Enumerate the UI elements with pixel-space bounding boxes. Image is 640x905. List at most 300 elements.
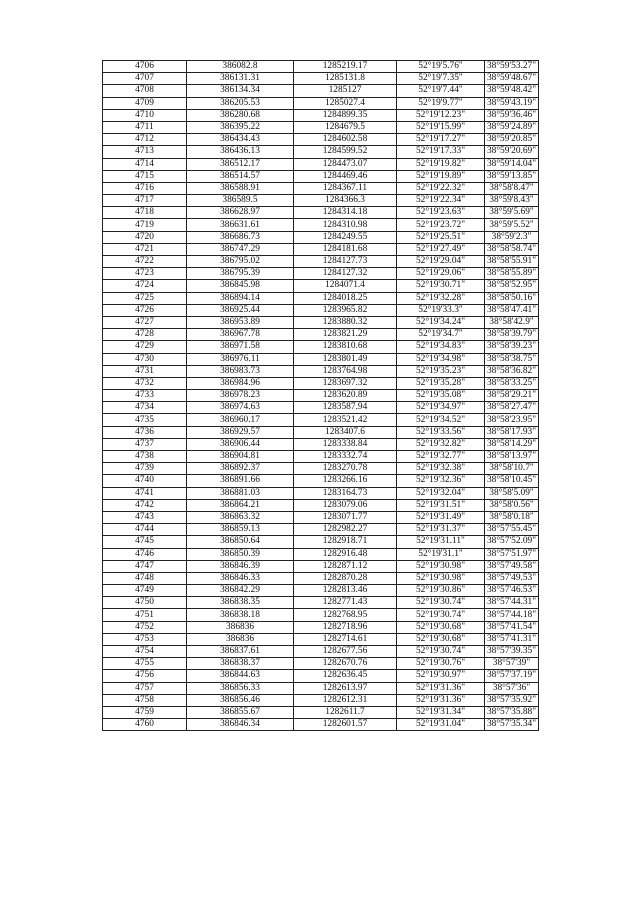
table-row (103, 243, 539, 255)
longitude-cell: 38°58'29.21" (485, 390, 539, 402)
longitude-cell: 38°59'13.85" (485, 170, 539, 182)
y-coordinate-cell: 1282611.7 (294, 706, 397, 718)
latitude-cell: 52°19'31.36" (397, 694, 485, 706)
point-number-cell: 4748 (103, 572, 187, 584)
longitude-cell: 38°58'17.93" (485, 426, 539, 438)
longitude-cell: 38°57'39" (485, 658, 539, 670)
latitude-cell: 52°19'34.7" (397, 329, 485, 341)
point-number-cell: 4706 (103, 61, 187, 73)
x-coordinate-cell: 386855.67 (187, 706, 294, 718)
table-row (103, 524, 539, 536)
point-number-cell: 4750 (103, 597, 187, 609)
latitude-cell: 52°19'22.34" (397, 195, 485, 207)
latitude-cell: 52°19'34.98" (397, 353, 485, 365)
point-number-cell: 4714 (103, 158, 187, 170)
table-row (103, 682, 539, 694)
point-number-cell: 4745 (103, 536, 187, 548)
table-row (103, 560, 539, 572)
point-number-cell: 4712 (103, 134, 187, 146)
x-coordinate-cell: 386514.57 (187, 170, 294, 182)
point-number-cell: 4708 (103, 85, 187, 97)
y-coordinate-cell: 1282612.31 (294, 694, 397, 706)
point-number-cell: 4713 (103, 146, 187, 158)
point-number-cell: 4759 (103, 706, 187, 718)
y-coordinate-cell: 1284249.55 (294, 231, 397, 243)
x-coordinate-cell: 386960.17 (187, 414, 294, 426)
x-coordinate-cell: 386795.39 (187, 268, 294, 280)
table-row (103, 609, 539, 621)
longitude-cell: 38°57'44.31" (485, 597, 539, 609)
table-row (103, 670, 539, 682)
longitude-cell: 38°57'51.97" (485, 548, 539, 560)
point-number-cell: 4752 (103, 621, 187, 633)
table-row (103, 621, 539, 633)
longitude-cell: 38°58'36.82" (485, 365, 539, 377)
x-coordinate-cell: 386588.91 (187, 182, 294, 194)
y-coordinate-cell: 1282982.27 (294, 524, 397, 536)
table-row (103, 536, 539, 548)
y-coordinate-cell: 1284127.32 (294, 268, 397, 280)
x-coordinate-cell: 386984.96 (187, 377, 294, 389)
x-coordinate-cell: 386842.29 (187, 585, 294, 597)
table-row (103, 719, 539, 731)
point-number-cell: 4749 (103, 585, 187, 597)
table-row (103, 292, 539, 304)
table-row (103, 438, 539, 450)
table-row (103, 658, 539, 670)
x-coordinate-cell: 386846.33 (187, 572, 294, 584)
point-number-cell: 4747 (103, 560, 187, 572)
y-coordinate-cell: 1283079.06 (294, 499, 397, 511)
x-coordinate-cell: 386844.63 (187, 670, 294, 682)
y-coordinate-cell: 1282613.97 (294, 682, 397, 694)
latitude-cell: 52°19'32.36" (397, 475, 485, 487)
longitude-cell: 38°58'50.16" (485, 292, 539, 304)
latitude-cell: 52°19'33.56" (397, 426, 485, 438)
latitude-cell: 52°19'7.44" (397, 85, 485, 97)
point-number-cell: 4715 (103, 170, 187, 182)
x-coordinate-cell: 386131.31 (187, 73, 294, 85)
latitude-cell: 52°19'12.23" (397, 109, 485, 121)
y-coordinate-cell: 1283164.73 (294, 487, 397, 499)
longitude-cell: 38°59'53.27" (485, 61, 539, 73)
x-coordinate-cell: 386864.21 (187, 499, 294, 511)
y-coordinate-cell: 1284469.46 (294, 170, 397, 182)
latitude-cell: 52°19'33.3" (397, 304, 485, 316)
latitude-cell: 52°19'5.76" (397, 61, 485, 73)
latitude-cell: 52°19'31.36" (397, 682, 485, 694)
y-coordinate-cell: 1282677.56 (294, 646, 397, 658)
table-row (103, 585, 539, 597)
point-number-cell: 4718 (103, 207, 187, 219)
table-row (103, 268, 539, 280)
table-row (103, 256, 539, 268)
table-row (103, 280, 539, 292)
latitude-cell: 52°19'29.06" (397, 268, 485, 280)
point-number-cell: 4732 (103, 377, 187, 389)
longitude-cell: 38°58'14.29" (485, 438, 539, 450)
table-row (103, 426, 539, 438)
longitude-cell: 38°57'37.19" (485, 670, 539, 682)
point-number-cell: 4740 (103, 475, 187, 487)
x-coordinate-cell: 386976.11 (187, 353, 294, 365)
point-number-cell: 4743 (103, 511, 187, 523)
y-coordinate-cell: 1282870.28 (294, 572, 397, 584)
table-row (103, 219, 539, 231)
table-row (103, 475, 539, 487)
y-coordinate-cell: 1285127 (294, 85, 397, 97)
table-row (103, 97, 539, 109)
point-number-cell: 4725 (103, 292, 187, 304)
y-coordinate-cell: 1284602.58 (294, 134, 397, 146)
y-coordinate-cell: 1285219.17 (294, 61, 397, 73)
table-row (103, 499, 539, 511)
longitude-cell: 38°58'55.89" (485, 268, 539, 280)
x-coordinate-cell: 386836 (187, 621, 294, 633)
point-number-cell: 4736 (103, 426, 187, 438)
point-number-cell: 4720 (103, 231, 187, 243)
latitude-cell: 52°19'19.82" (397, 158, 485, 170)
x-coordinate-cell: 386892.37 (187, 463, 294, 475)
y-coordinate-cell: 1284366.3 (294, 195, 397, 207)
latitude-cell: 52°19'17.27" (397, 134, 485, 146)
point-number-cell: 4746 (103, 548, 187, 560)
latitude-cell: 52°19'30.74" (397, 646, 485, 658)
table-row (103, 207, 539, 219)
point-number-cell: 4734 (103, 402, 187, 414)
latitude-cell: 52°19'35.28" (397, 377, 485, 389)
longitude-cell: 38°58'42.9" (485, 316, 539, 328)
point-number-cell: 4729 (103, 341, 187, 353)
x-coordinate-cell: 386686.73 (187, 231, 294, 243)
latitude-cell: 52°19'35.23" (397, 365, 485, 377)
y-coordinate-cell: 1284310.98 (294, 219, 397, 231)
table-row (103, 85, 539, 97)
table-row (103, 61, 539, 73)
x-coordinate-cell: 386589.5 (187, 195, 294, 207)
y-coordinate-cell: 1283270.78 (294, 463, 397, 475)
longitude-cell: 38°59'36.46" (485, 109, 539, 121)
y-coordinate-cell: 1284018.25 (294, 292, 397, 304)
latitude-cell: 52°19'32.38" (397, 463, 485, 475)
point-number-cell: 4755 (103, 658, 187, 670)
longitude-cell: 38°58'27.47" (485, 402, 539, 414)
y-coordinate-cell: 1285027.4 (294, 97, 397, 109)
point-number-cell: 4723 (103, 268, 187, 280)
x-coordinate-cell: 386925.44 (187, 304, 294, 316)
longitude-cell: 38°58'39.79" (485, 329, 539, 341)
x-coordinate-cell: 386628.97 (187, 207, 294, 219)
longitude-cell: 38°59'24.89" (485, 121, 539, 133)
table-row (103, 170, 539, 182)
x-coordinate-cell: 386974.63 (187, 402, 294, 414)
y-coordinate-cell: 1283764.98 (294, 365, 397, 377)
latitude-cell: 52°19'34.83" (397, 341, 485, 353)
x-coordinate-cell: 386859.13 (187, 524, 294, 536)
latitude-cell: 52°19'30.74" (397, 609, 485, 621)
longitude-cell: 38°57'49.53" (485, 572, 539, 584)
point-number-cell: 4730 (103, 353, 187, 365)
longitude-cell: 38°58'55.91" (485, 256, 539, 268)
table-row (103, 463, 539, 475)
table-row (103, 353, 539, 365)
longitude-cell: 38°58'0.18" (485, 511, 539, 523)
y-coordinate-cell: 1283266.16 (294, 475, 397, 487)
y-coordinate-cell: 1282768.95 (294, 609, 397, 621)
point-number-cell: 4719 (103, 219, 187, 231)
longitude-cell: 38°59'20.69" (485, 146, 539, 158)
point-number-cell: 4728 (103, 329, 187, 341)
point-number-cell: 4733 (103, 390, 187, 402)
y-coordinate-cell: 1283587.94 (294, 402, 397, 414)
longitude-cell: 38°57'55.45" (485, 524, 539, 536)
x-coordinate-cell: 386512.17 (187, 158, 294, 170)
longitude-cell: 38°59'5.69" (485, 207, 539, 219)
point-number-cell: 4716 (103, 182, 187, 194)
longitude-cell: 38°59'48.67" (485, 73, 539, 85)
y-coordinate-cell: 1283071.77 (294, 511, 397, 523)
table-row (103, 390, 539, 402)
y-coordinate-cell: 1282813.46 (294, 585, 397, 597)
y-coordinate-cell: 1284314.18 (294, 207, 397, 219)
x-coordinate-cell: 386837.61 (187, 646, 294, 658)
latitude-cell: 52°19'7.35" (397, 73, 485, 85)
y-coordinate-cell: 1282916.48 (294, 548, 397, 560)
coordinates-table-body (103, 61, 539, 731)
longitude-cell: 38°58'23.95" (485, 414, 539, 426)
x-coordinate-cell: 386906.44 (187, 438, 294, 450)
latitude-cell: 52°19'29.04" (397, 256, 485, 268)
table-row (103, 646, 539, 658)
latitude-cell: 52°19'23.72" (397, 219, 485, 231)
table-row (103, 414, 539, 426)
y-coordinate-cell: 1284899.35 (294, 109, 397, 121)
x-coordinate-cell: 386983.73 (187, 365, 294, 377)
x-coordinate-cell: 386929.57 (187, 426, 294, 438)
table-row (103, 304, 539, 316)
longitude-cell: 38°57'41.31" (485, 633, 539, 645)
table-row (103, 487, 539, 499)
latitude-cell: 52°19'30.98" (397, 560, 485, 572)
longitude-cell: 38°57'41.54" (485, 621, 539, 633)
x-coordinate-cell: 386846.39 (187, 560, 294, 572)
point-number-cell: 4709 (103, 97, 187, 109)
point-number-cell: 4738 (103, 451, 187, 463)
point-number-cell: 4724 (103, 280, 187, 292)
table-row (103, 706, 539, 718)
latitude-cell: 52°19'22.32" (397, 182, 485, 194)
y-coordinate-cell: 1284127.73 (294, 256, 397, 268)
longitude-cell: 38°58'58.74" (485, 243, 539, 255)
y-coordinate-cell: 1283810.68 (294, 341, 397, 353)
point-number-cell: 4717 (103, 195, 187, 207)
table-row (103, 694, 539, 706)
latitude-cell: 52°19'34.24" (397, 316, 485, 328)
longitude-cell: 38°59'2.3" (485, 231, 539, 243)
point-number-cell: 4727 (103, 316, 187, 328)
y-coordinate-cell: 1282601.57 (294, 719, 397, 731)
y-coordinate-cell: 1284071.4 (294, 280, 397, 292)
latitude-cell: 52°19'32.04" (397, 487, 485, 499)
latitude-cell: 52°19'34.97" (397, 402, 485, 414)
point-number-cell: 4721 (103, 243, 187, 255)
coordinates-table (102, 60, 539, 731)
x-coordinate-cell: 386747.29 (187, 243, 294, 255)
y-coordinate-cell: 1284367.11 (294, 182, 397, 194)
latitude-cell: 52°19'9.77" (397, 97, 485, 109)
y-coordinate-cell: 1283880.32 (294, 316, 397, 328)
table-row (103, 402, 539, 414)
longitude-cell: 38°58'5.09" (485, 487, 539, 499)
latitude-cell: 52°19'30.97" (397, 670, 485, 682)
point-number-cell: 4742 (103, 499, 187, 511)
x-coordinate-cell: 386205.53 (187, 97, 294, 109)
longitude-cell: 38°57'44.18" (485, 609, 539, 621)
latitude-cell: 52°19'32.28" (397, 292, 485, 304)
latitude-cell: 52°19'30.76" (397, 658, 485, 670)
x-coordinate-cell: 386436.13 (187, 146, 294, 158)
latitude-cell: 52°19'30.86" (397, 585, 485, 597)
latitude-cell: 52°19'31.34" (397, 706, 485, 718)
latitude-cell: 52°19'25.51" (397, 231, 485, 243)
y-coordinate-cell: 1283697.32 (294, 377, 397, 389)
latitude-cell: 52°19'30.74" (397, 597, 485, 609)
latitude-cell: 52°19'17.33" (397, 146, 485, 158)
x-coordinate-cell: 386838.18 (187, 609, 294, 621)
table-row (103, 329, 539, 341)
point-number-cell: 4756 (103, 670, 187, 682)
table-row (103, 109, 539, 121)
latitude-cell: 52°19'31.49" (397, 511, 485, 523)
longitude-cell: 38°57'49.58" (485, 560, 539, 572)
y-coordinate-cell: 1282718.96 (294, 621, 397, 633)
table-row (103, 597, 539, 609)
table-row (103, 134, 539, 146)
longitude-cell: 38°59'20.85" (485, 134, 539, 146)
longitude-cell: 38°58'47.41" (485, 304, 539, 316)
longitude-cell: 38°59'48.42" (485, 85, 539, 97)
y-coordinate-cell: 1283332.74 (294, 451, 397, 463)
x-coordinate-cell: 386863.32 (187, 511, 294, 523)
latitude-cell: 52°19'30.68" (397, 621, 485, 633)
longitude-cell: 38°57'35.88" (485, 706, 539, 718)
x-coordinate-cell: 386836 (187, 633, 294, 645)
table-row (103, 316, 539, 328)
x-coordinate-cell: 386850.39 (187, 548, 294, 560)
table-row (103, 73, 539, 85)
y-coordinate-cell: 1284473.07 (294, 158, 397, 170)
x-coordinate-cell: 386850.64 (187, 536, 294, 548)
longitude-cell: 38°59'14.04" (485, 158, 539, 170)
x-coordinate-cell: 386395.22 (187, 121, 294, 133)
x-coordinate-cell: 386881.03 (187, 487, 294, 499)
point-number-cell: 4707 (103, 73, 187, 85)
x-coordinate-cell: 386846.34 (187, 719, 294, 731)
longitude-cell: 38°57'35.34" (485, 719, 539, 731)
longitude-cell: 38°58'52.95" (485, 280, 539, 292)
longitude-cell: 38°58'0.56" (485, 499, 539, 511)
latitude-cell: 52°19'35.08" (397, 390, 485, 402)
x-coordinate-cell: 386280.68 (187, 109, 294, 121)
table-row (103, 341, 539, 353)
point-number-cell: 4753 (103, 633, 187, 645)
latitude-cell: 52°19'32.77" (397, 451, 485, 463)
y-coordinate-cell: 1284679.5 (294, 121, 397, 133)
x-coordinate-cell: 386856.46 (187, 694, 294, 706)
table-row (103, 548, 539, 560)
longitude-cell: 38°58'8.47" (485, 182, 539, 194)
latitude-cell: 52°19'30.71" (397, 280, 485, 292)
latitude-cell: 52°19'19.89" (397, 170, 485, 182)
latitude-cell: 52°19'23.63" (397, 207, 485, 219)
x-coordinate-cell: 386953.89 (187, 316, 294, 328)
latitude-cell: 52°19'31.37" (397, 524, 485, 536)
x-coordinate-cell: 386891.66 (187, 475, 294, 487)
y-coordinate-cell: 1284181.68 (294, 243, 397, 255)
table-row (103, 182, 539, 194)
table-row (103, 231, 539, 243)
y-coordinate-cell: 1283407.6 (294, 426, 397, 438)
y-coordinate-cell: 1283620.89 (294, 390, 397, 402)
y-coordinate-cell: 1282918.71 (294, 536, 397, 548)
y-coordinate-cell: 1282714.61 (294, 633, 397, 645)
x-coordinate-cell: 386971.58 (187, 341, 294, 353)
latitude-cell: 52°19'34.52" (397, 414, 485, 426)
point-number-cell: 4710 (103, 109, 187, 121)
x-coordinate-cell: 386904.81 (187, 451, 294, 463)
x-coordinate-cell: 386434.43 (187, 134, 294, 146)
latitude-cell: 52°19'31.11" (397, 536, 485, 548)
y-coordinate-cell: 1282670.76 (294, 658, 397, 670)
longitude-cell: 38°57'52.09" (485, 536, 539, 548)
longitude-cell: 38°58'13.97" (485, 451, 539, 463)
longitude-cell: 38°58'39.23" (485, 341, 539, 353)
y-coordinate-cell: 1282771.43 (294, 597, 397, 609)
longitude-cell: 38°59'43.19" (485, 97, 539, 109)
y-coordinate-cell: 1283801.49 (294, 353, 397, 365)
table-row (103, 158, 539, 170)
longitude-cell: 38°59'5.52" (485, 219, 539, 231)
latitude-cell: 52°19'32.82" (397, 438, 485, 450)
x-coordinate-cell: 386978.23 (187, 390, 294, 402)
table-row (103, 365, 539, 377)
longitude-cell: 38°57'39.35" (485, 646, 539, 658)
point-number-cell: 4739 (103, 463, 187, 475)
point-number-cell: 4754 (103, 646, 187, 658)
latitude-cell: 52°19'27.49" (397, 243, 485, 255)
table-row (103, 377, 539, 389)
x-coordinate-cell: 386838.37 (187, 658, 294, 670)
point-number-cell: 4735 (103, 414, 187, 426)
table-row (103, 195, 539, 207)
latitude-cell: 52°19'31.51" (397, 499, 485, 511)
table-row (103, 633, 539, 645)
table-row (103, 121, 539, 133)
x-coordinate-cell: 386795.02 (187, 256, 294, 268)
point-number-cell: 4726 (103, 304, 187, 316)
x-coordinate-cell: 386838.35 (187, 597, 294, 609)
longitude-cell: 38°58'10.45" (485, 475, 539, 487)
latitude-cell: 52°19'31.1" (397, 548, 485, 560)
latitude-cell: 52°19'30.68" (397, 633, 485, 645)
point-number-cell: 4744 (103, 524, 187, 536)
y-coordinate-cell: 1283965.82 (294, 304, 397, 316)
point-number-cell: 4757 (103, 682, 187, 694)
x-coordinate-cell: 386856.33 (187, 682, 294, 694)
y-coordinate-cell: 1283821.29 (294, 329, 397, 341)
latitude-cell: 52°19'31.04" (397, 719, 485, 731)
longitude-cell: 38°58'33.25" (485, 377, 539, 389)
